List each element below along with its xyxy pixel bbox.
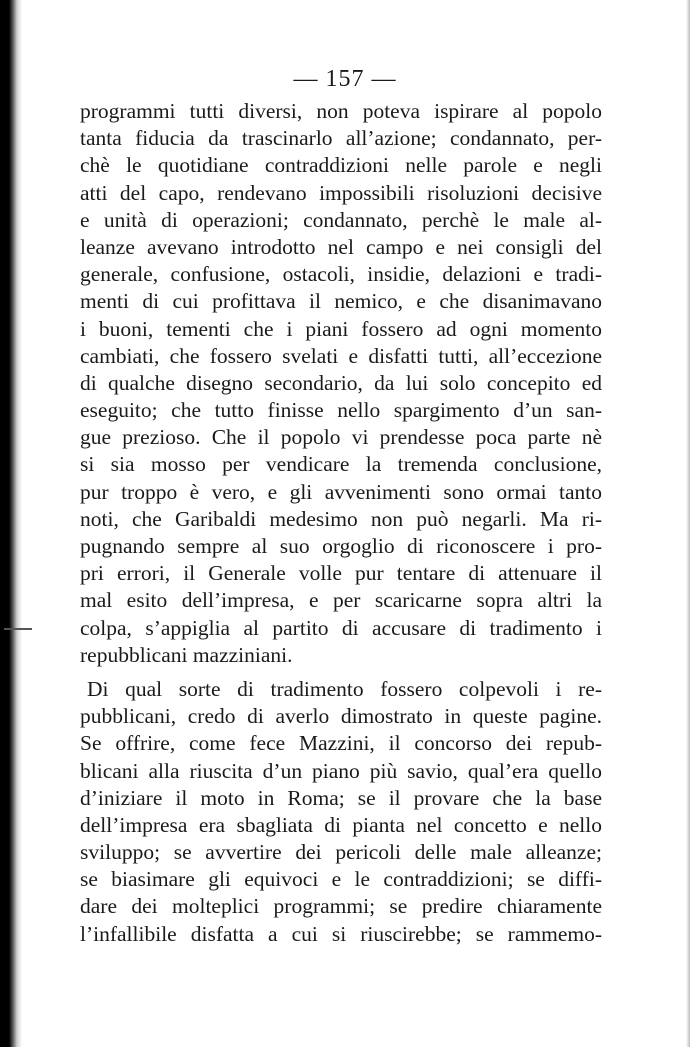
text-line: gue prezioso. Che il popolo vi prendesse poca parte nè (80, 425, 602, 450)
text-line: si sia mosso per vendicare la tremenda conclusione, (80, 452, 602, 477)
paragraph-1 (80, 98, 602, 669)
text-line: e unità di operazioni; condannato, perchè le male al- (80, 207, 602, 232)
text-line: atti del capo, rendevano impossibili risoluzioni decisive (80, 180, 602, 205)
text-line: chè le quotidiane contraddizioni nelle parole e negli (80, 153, 602, 178)
text-line: noti, che Garibaldi medesimo non può negarli. Ma ri- (80, 506, 602, 531)
paragraph-2 (80, 676, 602, 948)
text-line: pur troppo è vero, e gli avvenimenti sono ormai tanto (80, 479, 602, 504)
text-line: blicani alla riuscita d’un piano più savio, qual’era quello (80, 758, 602, 783)
text-line: eseguito; che tutto finisse nello spargimento d’un san- (80, 398, 602, 423)
text-line: generale, confusione, ostacoli, insidie, delazioni e tradi- (80, 262, 602, 287)
text-line: Se offrire, come fece Mazzini, il concorso dei repub- (80, 731, 602, 756)
text-line: pri errori, il Generale volle pur tentare di attenuare il (80, 561, 602, 586)
text-line: menti di cui profittava il nemico, e che disanimavano (80, 289, 602, 314)
text-line: d’iniziare il moto in Roma; se il provare che la base (80, 785, 602, 810)
text-line: sviluppo; se avvertire dei pericoli delle male alleanze; (80, 840, 602, 865)
text-line: tanta fiducia da trascinarlo all’azione; condannato, per- (80, 126, 602, 151)
text-line: dell’impresa era sbagliata di pianta nel concetto e nello (80, 812, 602, 837)
margin-mark (4, 628, 32, 630)
page-number: — 157 — (293, 66, 397, 92)
body-text (80, 98, 602, 948)
text-line: programmi tutti diversi, non poteva ispirare al popolo (80, 99, 602, 123)
text-line: colpa, s’appiglia al partito di accusare di tradimento i (80, 615, 602, 640)
book-binding-shadow (0, 0, 22, 1047)
text-line: repubblicani mazziniani. (80, 642, 293, 667)
text-line: l’infallibile disfatta a cui si riuscirebbe; se rammemo- (80, 921, 602, 946)
text-line: pugnando sempre al suo orgoglio di riconoscere i pro- (80, 534, 602, 558)
text-line: leanze avevano introdotto nel campo e nei consigli del (80, 234, 602, 259)
text-line: di qualche disegno secondario, da lui solo concepito ed (80, 370, 602, 395)
text-line: Di qual sorte di tradimento fossero colpevoli i re- (87, 676, 602, 701)
text-line: pubblicani, credo di averlo dimostrato in queste pagine. (80, 704, 602, 729)
page-edge-shadow (686, 0, 690, 1047)
text-line: cambiati, che fossero svelati e disfatti tutti, all’eccezione (80, 343, 602, 368)
text-line: i buoni, tementi che i piani fossero ad ogni momento (80, 316, 602, 341)
text-line: se biasimare gli equivoci e le contraddizioni; se diffi- (80, 867, 602, 892)
text-line: mal esito dell’impresa, e per scaricarne sopra altri la (80, 588, 602, 613)
text-line: dare dei molteplici programmi; se predire chiaramente (80, 894, 602, 919)
